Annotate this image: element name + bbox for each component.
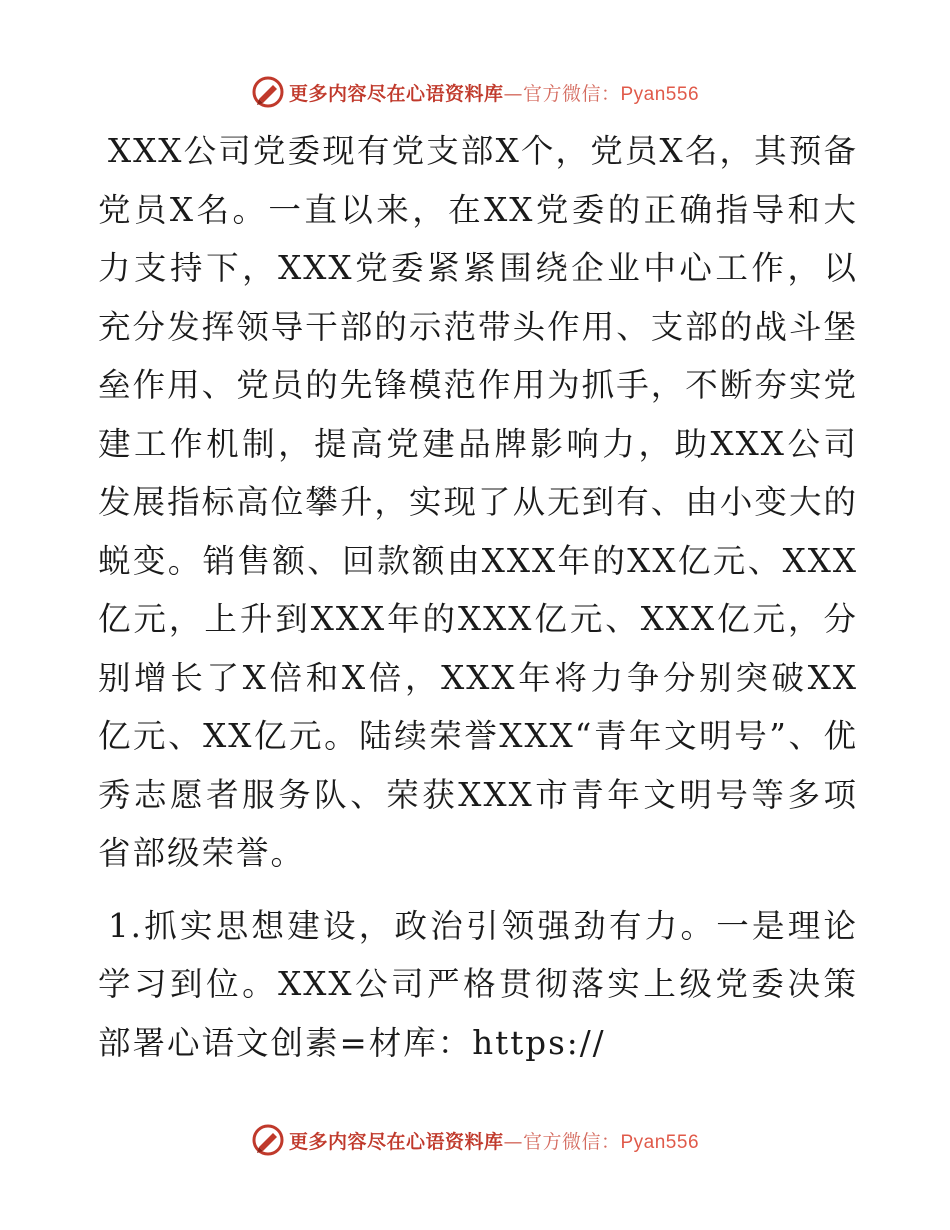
watermark-id: Pyan556: [620, 1131, 700, 1153]
paragraph-1: XXX公司党委现有党支部X个，党员X名，其预备党员X名。一直以来，在XX党委的正确指导和大力支持下，XXX党委紧紧围绕企业中心工作，以充分发挥领导干部的示范带头作用、支部的战斗堡垒作用、党员的先锋模范作用为抓手，不断夯实党建工作机制，提高党建品牌影响力，助XXX公司发展指标高位攀升，实现了从无到有、由小变大的蜕变。销售额、回款额由XXX年的XX亿元、XXX亿元，上升到XXX年的XXX亿元、XXX亿元，分别增长了X倍和X倍，XXX年将力争分别突破XX亿元、XX亿元。陆续荣誉XXX“青年文明号”、优秀志愿者服务队、荣获XXX市青年文明号等多项省部级荣誉。: [98, 132, 858, 872]
watermark-main: 更多内容尽在心语资料库: [288, 1130, 504, 1153]
watermark-sub: —官方微信：: [503, 82, 621, 105]
watermark-text: [289, 79, 699, 106]
watermark-sub: —官方微信：: [503, 1130, 621, 1153]
pen-logo-icon: [251, 1123, 285, 1157]
document-body: [98, 122, 858, 1072]
watermark-id: Pyan556: [620, 83, 700, 105]
pen-logo-icon: [251, 75, 285, 109]
paragraph-2: 1.抓实思想建设，政治引领强劲有力。一是理论学习到位。XXX公司严格贯彻落实上级党委决策部署心语文创素=材库：https://: [98, 906, 858, 1062]
watermark-text: [289, 1127, 699, 1154]
watermark-main: 更多内容尽在心语资料库: [288, 82, 504, 105]
header-watermark: [0, 72, 950, 112]
footer-watermark: [0, 1120, 950, 1160]
